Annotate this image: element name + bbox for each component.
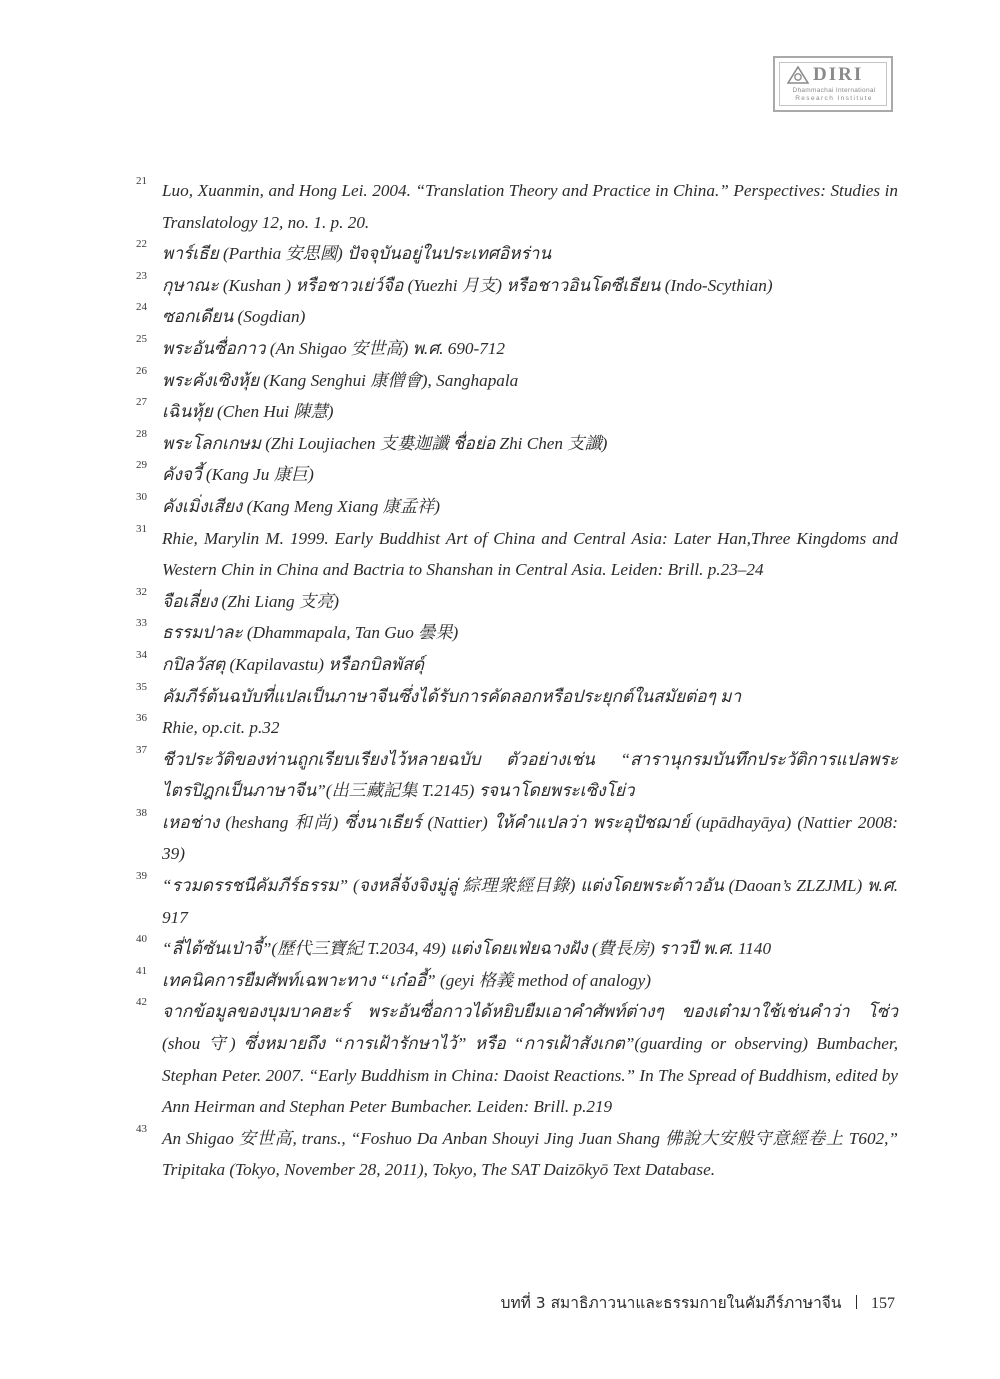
footnote	[136, 333, 898, 365]
footnote-number: 36	[136, 712, 147, 725]
footnote	[136, 681, 898, 713]
footnote-number: 30	[136, 490, 147, 503]
footnote	[136, 996, 898, 1122]
footnote-number: 28	[136, 427, 147, 440]
footnote-number: 31	[136, 522, 147, 535]
triangle-emblem-icon	[787, 66, 809, 84]
diri-logo	[773, 56, 893, 112]
footnote-text: คังจวี้ (Kang Ju 康巨)	[162, 465, 314, 485]
footnote-text: Rhie, Marylin M. 1999. Early Buddhist Art of China and Central Asia: Later Han,Three Kingdoms and Western Chin in China and Bactria to Shanshan in Central Asia. Leiden: Brill. p.23–24	[162, 528, 898, 580]
footnote	[136, 428, 898, 460]
footnote	[136, 301, 898, 333]
footnote	[136, 238, 898, 270]
footnote-text: จากข้อมูลของบุมบาคฮะร์ พระอันซื่อกาวได้หยิบยืมเอาคำศัพท์ต่างๆ ของเต๋ามาใช้เช่นคำว่า โซ่ว (shou 守) ซึ่งหมายถึง “การเฝ้ารักษาไว้” หรือ “การเฝ้าสังเกต”(guarding or observing) Bumbacher, Stephan Peter. 2007. “Early Buddhism in China: Daoist Reactions.” In The Spread of Buddhism, edited by Ann Heirman and Stephan Peter Bumbacher. Leiden: Brill. p.219	[162, 1002, 898, 1117]
footnote-text: พระคังเซิงหุ้ย (Kang Senghui 康僧會), Sanghapala	[162, 370, 519, 390]
logo-subtitle-line: Research Institute	[795, 94, 873, 102]
page-number: 157	[871, 1295, 895, 1312]
footnote-number: 32	[136, 585, 147, 598]
footnote-text: เฉินหุ้ย (Chen Hui 陳慧)	[162, 402, 334, 422]
logo-name: DIRI	[813, 64, 864, 85]
page-footer	[0, 1290, 895, 1315]
logo-subtitle	[787, 87, 881, 102]
logo-subtitle-line: Dhammachai International	[792, 87, 876, 94]
footnote-number: 22	[136, 238, 147, 251]
footnote	[136, 965, 898, 997]
footnote	[136, 933, 898, 965]
footnote	[136, 744, 898, 807]
footnote-text: “รวมดรรชนีคัมภีร์ธรรม” (จงหลี่จ้งจิงมู่ลู่ 綜理衆經目錄) แต่งโดยพระต้าวอัน (Daoan’s ZLZJML) พ.ศ. 917	[162, 876, 898, 927]
footnote	[136, 712, 898, 744]
footnote-text: พาร์เธีย (Parthia 安思國) ปัจจุบันอยู่ในประเทศอิหร่าน	[162, 244, 552, 264]
footnote	[136, 491, 898, 523]
footnote-text: Rhie, op.cit. p.32	[162, 718, 280, 738]
footnote-number: 21	[136, 175, 147, 187]
footnote-number: 24	[136, 301, 147, 314]
footnote	[136, 617, 898, 649]
footnote-text: จือเลี่ยง (Zhi Liang 支亮)	[162, 591, 340, 611]
footnote-number: 29	[136, 459, 147, 472]
footnote	[136, 649, 898, 681]
footnote-text: พระอันซื่อกาว (An Shigao 安世高) พ.ศ. 690-712	[162, 338, 506, 358]
footnote-number: 34	[136, 648, 147, 661]
footnote	[136, 459, 898, 491]
footnote	[136, 396, 898, 428]
footer-divider	[856, 1295, 858, 1309]
footnote-number: 41	[136, 964, 147, 977]
footnote-number: 33	[136, 617, 147, 630]
footnote-text: กปิลวัสตุ (Kapilavastu) หรือกบิลพัสดุ์	[162, 654, 424, 674]
footnote-text: เหอช่าง (heshang 和尚) ซึ่งนาเธียร์ (Nattier) ให้คำแปลว่า พระอุปัชฌาย์ (upādhayāya) (Nattier 2008: 39)	[162, 812, 898, 864]
footnote-text: ซอกเดียน (Sogdian)	[162, 307, 306, 327]
footnote-number: 40	[136, 933, 147, 946]
footnote-number: 35	[136, 680, 147, 693]
footnote	[136, 1123, 898, 1186]
footnote-text: กุษาณะ (Kushan ) หรือชาวเย่ว์จือ (Yuezhi 月支) หรือชาวอินโดซีเธียน (Indo-Scythian)	[162, 275, 773, 295]
footnote	[136, 807, 898, 870]
footnote-number: 42	[136, 996, 147, 1009]
footnote-text: ธรรมปาละ (Dhammapala, Tan Guo 曇果)	[162, 623, 459, 643]
footnote-number: 25	[136, 332, 147, 345]
footnote-number: 37	[136, 743, 147, 756]
footnote-list	[136, 175, 898, 1186]
footnote-number: 26	[136, 364, 147, 377]
footnote-text: พระโลกเกษม (Zhi Loujiachen 支婁迦讖 ชื่อย่อ Zhi Chen 支讖)	[162, 433, 608, 453]
footnote	[136, 586, 898, 618]
footnote-number: 38	[136, 806, 147, 819]
footnote-text: คัมภีร์ต้นฉบับที่แปลเป็นภาษาจีนซึ่งได้รับการคัดลอกหรือประยุกต์ในสมัยต่อๆ มา	[162, 686, 742, 706]
footnote-text: คังเมิ่งเสียง (Kang Meng Xiang 康孟祥)	[162, 496, 440, 516]
footnote-number: 43	[136, 1122, 147, 1135]
footnote-number: 39	[136, 870, 147, 883]
footnote-text: An Shigao 安世高, trans., “Foshuo Da Anban Shouyi Jing Juan Shang 佛說大安般守意經卷上 T602,” Tripitaka (Tokyo, November 28, 2011), Tokyo, The SAT Daizōkyō Text Database.	[162, 1128, 898, 1180]
footnote-text: Luo, Xuanmin, and Hong Lei. 2004. “Translation Theory and Practice in China.” Perspectives: Studies in Translatology 12, no. 1. p. 20.	[162, 181, 898, 232]
footnote-text: ชีวประวัติของท่านถูกเรียบเรียงไว้หลายฉบับ ตัวอย่างเช่น “สารานุกรมบันทึกประวัติการแปลพระไตรปิฎกเป็นภาษาจีน”(出三藏記集 T.2145) รจนาโดยพระเซิงโย่ว	[162, 749, 898, 801]
footnote-text: “ลี่ไต้ซันเป่าจี้”(歷代三寶紀 T.2034, 49) แต่งโดยเฟ่ยฉางฝัง (費長房) ราวปี พ.ศ. 1140	[162, 939, 772, 959]
footnote	[136, 365, 898, 397]
footnote-number: 27	[136, 396, 147, 409]
chapter-title: บทที่ 3 สมาธิภาวนาและธรรมกายในคัมภีร์ภาษาจีน	[500, 1294, 842, 1312]
footnote-number: 23	[136, 269, 147, 282]
footnote	[136, 523, 898, 586]
footnote	[136, 870, 898, 933]
footnote-text: เทคนิคการยืมศัพท์เฉพาะทาง “เก๋ออี้” (geyi 格義 method of analogy)	[162, 970, 651, 990]
footnote	[136, 175, 898, 238]
footnote	[136, 270, 898, 302]
